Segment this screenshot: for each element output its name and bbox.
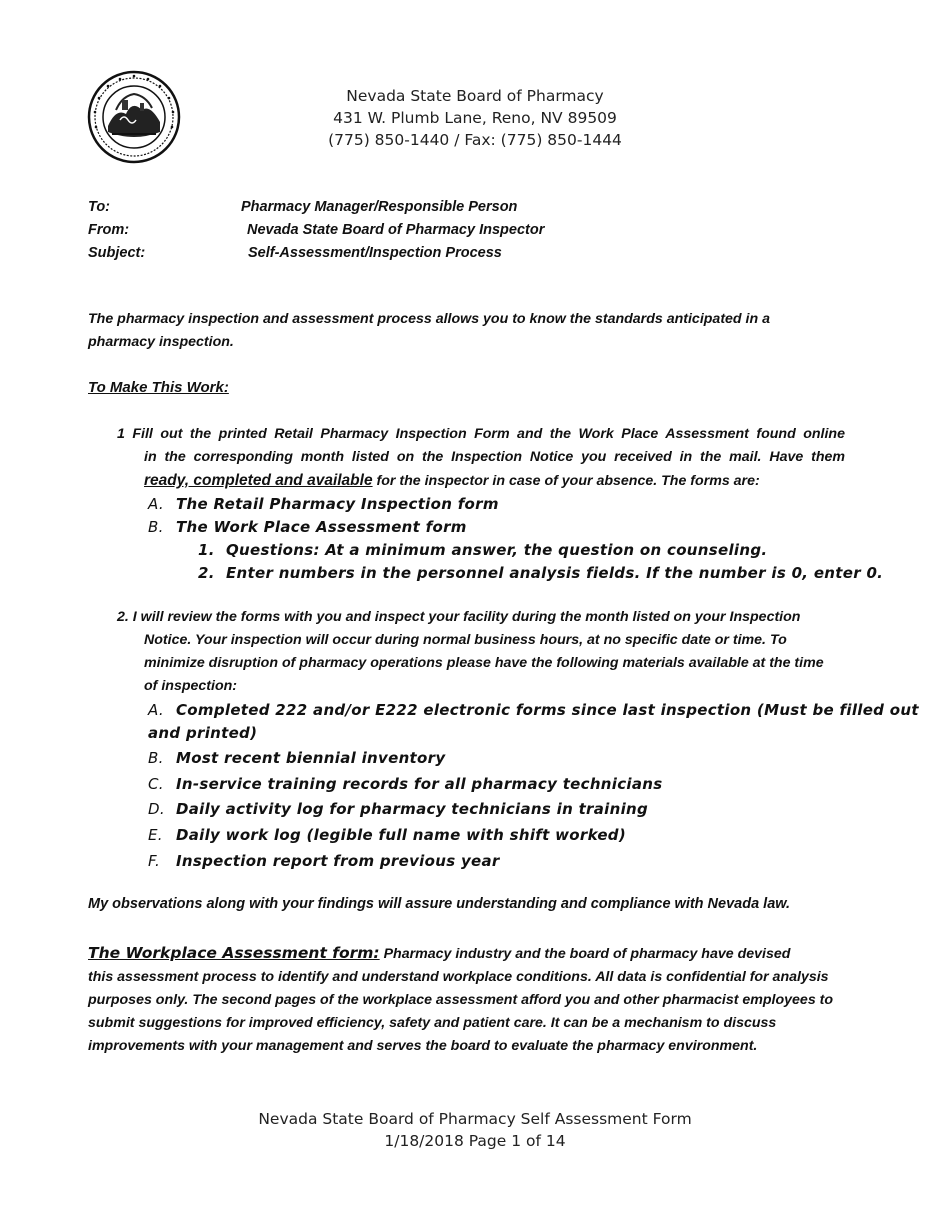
step2-paragraph-cont bbox=[144, 629, 860, 698]
workplace-line bbox=[88, 942, 858, 966]
page-footer bbox=[200, 1108, 750, 1152]
memo-subject-value: Self-Assessment/Inspection Process bbox=[248, 245, 502, 261]
list-item bbox=[148, 493, 499, 516]
step2-line: of inspection: bbox=[144, 678, 238, 694]
list-item bbox=[148, 850, 500, 873]
sub-list-item-text: Enter numbers in the personnel analysis fields. If the number is 0, enter 0. bbox=[226, 564, 884, 582]
step1-underlined-text: ready, completed and available bbox=[144, 472, 373, 489]
letterhead-phone: (775) 850-1440 / Fax: (775) 850-1444 bbox=[328, 131, 622, 149]
intro-line: The pharmacy inspection and assessment process allows you to know the standards anticipated in a bbox=[88, 311, 770, 327]
step2-line: Notice. Your inspection will occur during normal business hours, at no specific date or time. To bbox=[144, 632, 787, 648]
step2-line: 2. I will review the forms with you and inspect your facility during the month listed on your Inspection bbox=[117, 609, 801, 625]
list-item-letter: F. bbox=[148, 852, 161, 870]
list-item-letter: C. bbox=[148, 775, 164, 793]
step1-paragraph bbox=[117, 423, 845, 446]
letterhead bbox=[260, 85, 690, 151]
list-item-letter: A. bbox=[148, 495, 164, 513]
sub-list-item-number: 2. bbox=[198, 564, 215, 582]
list-item-text: In-service training records for all pharmacy technicians bbox=[176, 775, 663, 793]
workplace-line: improvements with your management and serves the board to evaluate the pharmacy environment. bbox=[88, 1038, 758, 1054]
memo-to-value: Pharmacy Manager/Responsible Person bbox=[241, 199, 518, 215]
list-item-text: The Retail Pharmacy Inspection form bbox=[176, 495, 499, 513]
sub-list-item-number: 1. bbox=[198, 541, 215, 559]
list-item-letter: E. bbox=[148, 826, 163, 844]
list-item-text: The Work Place Assessment form bbox=[176, 518, 467, 536]
memo-from-label: From: bbox=[88, 222, 130, 238]
section-heading: To Make This Work: bbox=[88, 379, 229, 396]
sub-list-item-text: Questions: At a minimum answer, the question on counseling. bbox=[226, 541, 768, 559]
intro-paragraph bbox=[88, 308, 808, 354]
list-item bbox=[148, 699, 919, 722]
list-item bbox=[148, 516, 467, 539]
letterhead-org: Nevada State Board of Pharmacy bbox=[346, 87, 604, 105]
list-item bbox=[148, 798, 648, 821]
list-item-text: Most recent biennial inventory bbox=[176, 749, 446, 767]
list-item-letter: D. bbox=[148, 800, 165, 818]
list-item-text: Completed 222 and/or E222 electronic forms since last inspection (Must be filled out bbox=[176, 701, 919, 719]
sub-list-item bbox=[198, 562, 883, 585]
memo-to-label: To: bbox=[88, 199, 111, 215]
closing-statement: My observations along with your findings will assure understanding and compliance with Nevada law. bbox=[88, 896, 791, 912]
workplace-line-rest: Pharmacy industry and the board of pharmacy have devised bbox=[379, 946, 791, 962]
step1-line-rest: for the inspector in case of your absence. The forms are: bbox=[372, 473, 760, 489]
step2-line: minimize disruption of pharmacy operations please have the following materials available at the time bbox=[144, 655, 824, 671]
intro-line: pharmacy inspection. bbox=[88, 334, 234, 350]
workplace-line: submit suggestions for improved efficiency, safety and patient care. It can be a mechanism to discuss bbox=[88, 1015, 777, 1031]
workplace-line: purposes only. The second pages of the workplace assessment afford you and other pharmacist employees to bbox=[88, 992, 834, 1008]
list-item-text: Inspection report from previous year bbox=[176, 852, 500, 870]
state-seal-icon bbox=[86, 70, 182, 164]
memo-from-value: Nevada State Board of Pharmacy Inspector bbox=[247, 222, 545, 238]
list-item-letter: B. bbox=[148, 518, 164, 536]
workplace-lead: The Workplace Assessment form: bbox=[88, 944, 380, 962]
list-item bbox=[148, 773, 663, 796]
step2-paragraph bbox=[117, 606, 857, 629]
list-item-text: Daily activity log for pharmacy technicians in training bbox=[176, 800, 649, 818]
step1-line: 1 Fill out the printed Retail Pharmacy Inspection Form and the Work Place Assessment found online bbox=[117, 426, 845, 442]
footer-page-info: 1/18/2018 Page 1 of 14 bbox=[384, 1132, 566, 1150]
letterhead-address: 431 W. Plumb Lane, Reno, NV 89509 bbox=[333, 109, 617, 127]
sub-list-item bbox=[198, 539, 767, 562]
step1-line bbox=[144, 469, 845, 493]
list-item-continuation bbox=[148, 722, 257, 745]
list-item-letter: B. bbox=[148, 749, 164, 767]
memo-subject-label: Subject: bbox=[88, 245, 146, 261]
step1-line: in the corresponding month listed on the Inspection Notice you received in the mail. Have them bbox=[144, 449, 845, 465]
workplace-line: this assessment process to identify and understand workplace conditions. All data is confidential for analysis bbox=[88, 969, 829, 985]
footer-title: Nevada State Board of Pharmacy Self Assessment Form bbox=[258, 1110, 692, 1128]
step1-paragraph-cont bbox=[144, 446, 845, 493]
list-item-letter: A. bbox=[148, 701, 164, 719]
workplace-paragraph bbox=[88, 942, 858, 1058]
list-item-text: Daily work log (legible full name with shift worked) bbox=[176, 826, 626, 844]
list-item bbox=[148, 824, 626, 847]
list-item-text: and printed) bbox=[148, 724, 258, 742]
list-item bbox=[148, 747, 445, 770]
